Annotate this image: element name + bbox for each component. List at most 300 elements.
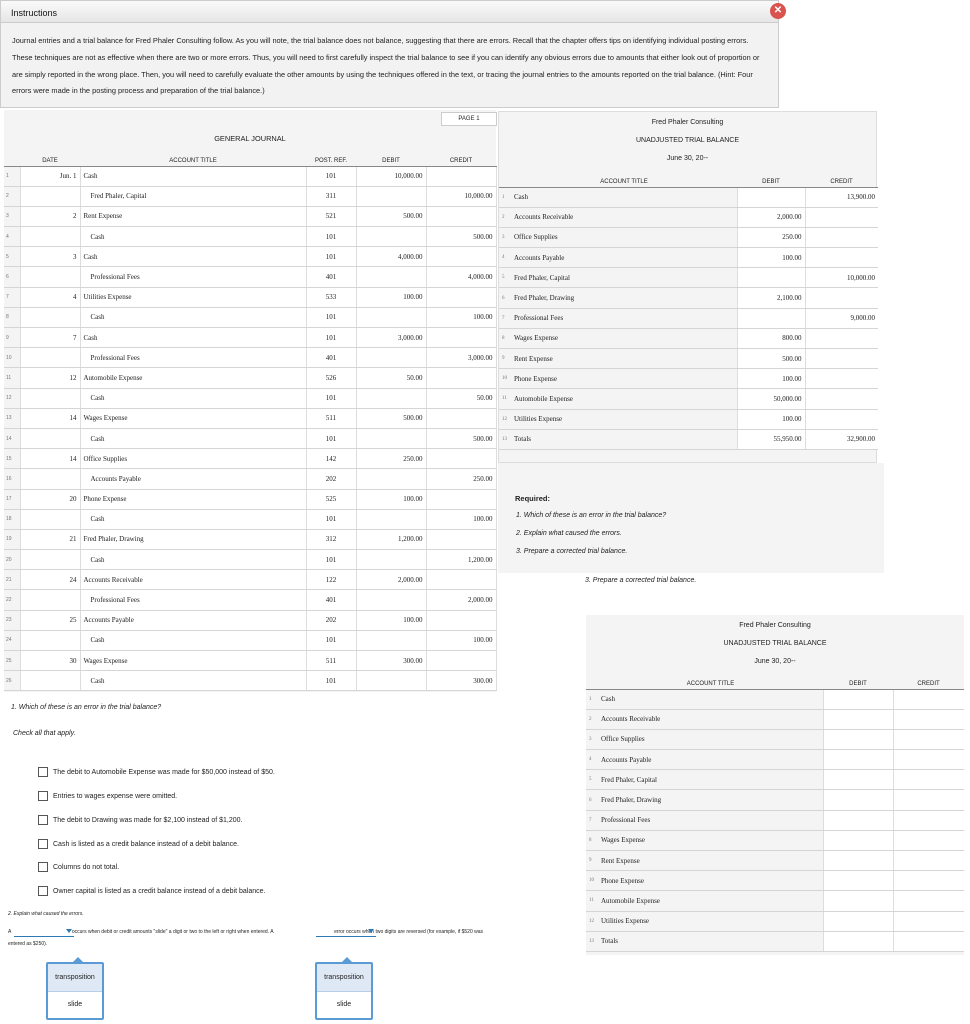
tb-account-cell: Office Supplies xyxy=(511,227,737,247)
tb-credit-cell xyxy=(805,207,878,227)
journal-ref-cell[interactable]: 533 xyxy=(306,287,356,307)
tb-row xyxy=(499,187,878,207)
ctb-row xyxy=(586,709,964,729)
journal-date-cell[interactable] xyxy=(20,388,80,408)
journal-credit-cell[interactable] xyxy=(426,287,496,307)
required-title: Required: xyxy=(515,494,551,503)
ctb-credit-input[interactable] xyxy=(893,830,964,850)
journal-credit-cell[interactable] xyxy=(426,651,496,671)
tb-row xyxy=(499,288,878,308)
checkbox[interactable] xyxy=(38,767,48,777)
line-number: 25 xyxy=(4,651,20,671)
ctb-credit-input[interactable] xyxy=(893,770,964,790)
ctb-account-cell: Phone Expense xyxy=(598,871,823,891)
dropdown-option-transposition[interactable]: transposition xyxy=(317,964,371,992)
tb-credit-cell xyxy=(805,389,878,409)
tb-debit-cell: 250.00 xyxy=(737,227,805,247)
tb-row xyxy=(499,207,878,227)
journal-account-cell[interactable]: Professional Fees xyxy=(80,267,306,287)
line-number: 5 xyxy=(586,770,598,790)
journal-debit-cell[interactable] xyxy=(356,267,426,287)
journal-account-cell[interactable]: Accounts Receivable xyxy=(80,570,306,590)
journal-ref-cell[interactable]: 312 xyxy=(306,529,356,549)
journal-row xyxy=(4,166,496,186)
journal-account-cell[interactable]: Utilities Expense xyxy=(80,287,306,307)
tb-debit-cell: 100.00 xyxy=(737,409,805,429)
journal-date-cell[interactable]: 4 xyxy=(20,287,80,307)
journal-debit-cell[interactable]: 100.00 xyxy=(356,287,426,307)
journal-debit-cell[interactable] xyxy=(356,671,426,691)
line-number: 14 xyxy=(4,428,20,448)
tb-account-cell: Professional Fees xyxy=(511,308,737,328)
ctb-debit-input[interactable] xyxy=(823,709,893,729)
journal-account-cell[interactable]: Office Supplies xyxy=(80,449,306,469)
line-number: 6 xyxy=(4,267,20,287)
tb-credit-cell xyxy=(805,349,878,369)
tb-company: Fred Phaler Consulting xyxy=(651,119,724,126)
line-number: 7 xyxy=(586,810,598,830)
journal-account-cell[interactable]: Cash xyxy=(80,671,306,691)
line-number: 1 xyxy=(586,689,598,709)
journal-date-cell[interactable] xyxy=(20,550,80,570)
ctb-row xyxy=(586,931,964,951)
journal-account-cell[interactable]: Accounts Payable xyxy=(80,610,306,630)
journal-account-cell[interactable]: Cash xyxy=(80,227,306,247)
header-ln xyxy=(4,156,20,166)
journal-account-cell[interactable]: Fred Phaler, Drawing xyxy=(80,529,306,549)
journal-account-cell[interactable]: Cash xyxy=(80,328,306,348)
journal-row xyxy=(4,651,496,671)
journal-credit-cell[interactable]: 3,000.00 xyxy=(426,348,496,368)
journal-ref-cell[interactable]: 511 xyxy=(306,651,356,671)
journal-ref-cell[interactable]: 101 xyxy=(306,428,356,448)
journal-credit-cell[interactable]: 4,000.00 xyxy=(426,267,496,287)
line-number: 9 xyxy=(586,851,598,871)
chevron-down-icon xyxy=(66,929,72,933)
journal-ref-cell[interactable]: 521 xyxy=(306,206,356,226)
journal-row xyxy=(4,186,496,206)
journal-date-cell[interactable] xyxy=(20,428,80,448)
journal-date-cell[interactable]: 20 xyxy=(20,489,80,509)
tb-debit-cell: 800.00 xyxy=(737,328,805,348)
dropdown-pointer-icon xyxy=(72,957,84,963)
question1-option[interactable] xyxy=(38,862,119,872)
tb-debit-cell: 55,950.00 xyxy=(737,429,805,449)
tb-debit-cell: 2,000.00 xyxy=(737,207,805,227)
journal-credit-cell[interactable] xyxy=(426,449,496,469)
journal-debit-cell[interactable]: 1,200.00 xyxy=(356,529,426,549)
journal-ref-cell[interactable]: 101 xyxy=(306,307,356,327)
checkbox[interactable] xyxy=(38,815,48,825)
checkbox[interactable] xyxy=(38,886,48,896)
journal-date-cell[interactable] xyxy=(20,267,80,287)
journal-credit-cell[interactable]: 2,000.00 xyxy=(426,590,496,610)
tb-credit-cell: 9,000.00 xyxy=(805,308,878,328)
journal-date-cell[interactable]: 24 xyxy=(20,570,80,590)
journal-credit-cell[interactable] xyxy=(426,408,496,428)
question1-option[interactable] xyxy=(38,839,239,849)
journal-ref-cell[interactable]: 122 xyxy=(306,570,356,590)
trial-balance xyxy=(498,111,877,463)
line-number: 18 xyxy=(4,509,20,529)
journal-row xyxy=(4,509,496,529)
journal-row xyxy=(4,227,496,247)
journal-date-cell[interactable]: 14 xyxy=(20,408,80,428)
journal-ref-cell[interactable]: 101 xyxy=(306,388,356,408)
journal-credit-cell[interactable] xyxy=(426,206,496,226)
journal-row xyxy=(4,206,496,226)
ctb-debit-input[interactable] xyxy=(823,790,893,810)
journal-account-cell[interactable]: Cash xyxy=(80,509,306,529)
journal-row xyxy=(4,368,496,388)
journal-credit-cell[interactable] xyxy=(426,489,496,509)
journal-date-cell[interactable] xyxy=(20,227,80,247)
line-number: 11 xyxy=(4,368,20,388)
journal-debit-cell[interactable]: 4,000.00 xyxy=(356,247,426,267)
instructions-panel xyxy=(0,0,783,108)
ctb-row xyxy=(586,790,964,810)
journal-account-cell[interactable]: Cash xyxy=(80,428,306,448)
journal-account-cell[interactable]: Automobile Expense xyxy=(80,368,306,388)
line-number: 2 xyxy=(586,709,598,729)
checkbox[interactable] xyxy=(38,862,48,872)
journal-ref-cell[interactable]: 101 xyxy=(306,328,356,348)
journal-debit-cell[interactable] xyxy=(356,388,426,408)
ctb-account-cell: Cash xyxy=(598,689,823,709)
ctb-row xyxy=(586,830,964,850)
tb-header-debit: DEBIT xyxy=(737,177,805,187)
journal-debit-cell[interactable] xyxy=(356,469,426,489)
journal-row xyxy=(4,570,496,590)
tb-debit-cell: 100.00 xyxy=(737,248,805,268)
journal-account-cell[interactable]: Cash xyxy=(80,388,306,408)
line-number: 12 xyxy=(4,388,20,408)
chevron-down-icon xyxy=(368,929,374,933)
journal-date-cell[interactable] xyxy=(20,630,80,650)
journal-debit-cell[interactable]: 300.00 xyxy=(356,651,426,671)
ctb-debit-input[interactable] xyxy=(823,729,893,749)
dropdown-option-transposition[interactable]: transposition xyxy=(48,964,102,992)
journal-debit-cell[interactable]: 50.00 xyxy=(356,368,426,388)
journal-date-cell[interactable] xyxy=(20,348,80,368)
journal-credit-cell[interactable] xyxy=(426,368,496,388)
journal-ref-cell[interactable]: 101 xyxy=(306,550,356,570)
journal-account-cell[interactable]: Cash xyxy=(80,630,306,650)
journal-debit-cell[interactable] xyxy=(356,348,426,368)
journal-account-cell[interactable]: Cash xyxy=(80,307,306,327)
journal-date-cell[interactable]: 14 xyxy=(20,449,80,469)
tb-credit-cell: 10,000.00 xyxy=(805,268,878,288)
line-number: 10 xyxy=(586,871,598,891)
line-number: 9 xyxy=(4,328,20,348)
journal-row xyxy=(4,489,496,509)
ctb-row xyxy=(586,871,964,891)
ctb-credit-input[interactable] xyxy=(893,750,964,770)
journal-date-cell[interactable]: 12 xyxy=(20,368,80,388)
journal-account-cell[interactable]: Wages Expense xyxy=(80,651,306,671)
dropdown-pointer-icon xyxy=(341,957,353,963)
journal-date-cell[interactable]: 21 xyxy=(20,529,80,549)
tb-account-cell: Wages Expense xyxy=(511,328,737,348)
journal-debit-cell[interactable]: 3,000.00 xyxy=(356,328,426,348)
journal-debit-cell[interactable]: 500.00 xyxy=(356,206,426,226)
line-number: 5 xyxy=(499,268,511,288)
ctb-credit-input[interactable] xyxy=(893,891,964,911)
journal-credit-cell[interactable]: 500.00 xyxy=(426,428,496,448)
line-number: 19 xyxy=(4,529,20,549)
journal-ref-cell[interactable]: 401 xyxy=(306,348,356,368)
ctb-debit-input[interactable] xyxy=(823,830,893,850)
line-number: 10 xyxy=(499,369,511,389)
journal-account-cell[interactable]: Cash xyxy=(80,166,306,186)
journal-ref-cell[interactable]: 202 xyxy=(306,469,356,489)
tb-row xyxy=(499,369,878,389)
ctb-credit-input[interactable] xyxy=(893,931,964,951)
journal-account-cell[interactable]: Professional Fees xyxy=(80,590,306,610)
journal-date-cell[interactable] xyxy=(20,590,80,610)
option-label: Entries to wages expense were omitted. xyxy=(53,792,178,800)
ctb-debit-input[interactable] xyxy=(823,750,893,770)
ctb-credit-input[interactable] xyxy=(893,729,964,749)
tb-debit-cell: 50,000.00 xyxy=(737,389,805,409)
journal-credit-cell[interactable] xyxy=(426,570,496,590)
journal-date-cell[interactable] xyxy=(20,509,80,529)
journal-ref-cell[interactable]: 202 xyxy=(306,610,356,630)
journal-title: GENERAL JOURNAL xyxy=(214,134,286,143)
journal-credit-cell[interactable] xyxy=(426,166,496,186)
journal-ref-cell[interactable]: 511 xyxy=(306,408,356,428)
journal-debit-cell[interactable] xyxy=(356,509,426,529)
ctb-debit-input[interactable] xyxy=(823,810,893,830)
journal-debit-cell[interactable] xyxy=(356,550,426,570)
journal-date-cell[interactable]: 7 xyxy=(20,328,80,348)
journal-debit-cell[interactable]: 500.00 xyxy=(356,408,426,428)
journal-credit-cell[interactable] xyxy=(426,328,496,348)
journal-debit-cell[interactable]: 100.00 xyxy=(356,489,426,509)
ctb-credit-input[interactable] xyxy=(893,689,964,709)
tb-debit-cell: 500.00 xyxy=(737,349,805,369)
ctb-row xyxy=(586,911,964,931)
journal-date-cell[interactable] xyxy=(20,469,80,489)
journal-date-cell[interactable]: 3 xyxy=(20,247,80,267)
journal-table xyxy=(4,156,497,691)
ctb-account-cell: Office Supplies xyxy=(598,729,823,749)
journal-account-cell[interactable]: Accounts Payable xyxy=(80,469,306,489)
journal-row xyxy=(4,348,496,368)
dropdown-menu-1 xyxy=(46,962,104,1020)
journal-account-cell[interactable]: Rent Expense xyxy=(80,206,306,226)
ctb-debit-input[interactable] xyxy=(823,851,893,871)
ctb-credit-input[interactable] xyxy=(893,790,964,810)
journal-row xyxy=(4,388,496,408)
tb-credit-cell xyxy=(805,328,878,348)
journal-row xyxy=(4,428,496,448)
line-number: 3 xyxy=(499,227,511,247)
header-account: ACCOUNT TITLE xyxy=(80,156,306,166)
line-number: 13 xyxy=(4,408,20,428)
journal-credit-cell[interactable]: 500.00 xyxy=(426,227,496,247)
dropdown-select-2[interactable] xyxy=(316,928,376,937)
ctb-credit-input[interactable] xyxy=(893,911,964,931)
tb-account-cell: Phone Expense xyxy=(511,369,737,389)
journal-row xyxy=(4,590,496,610)
q2-middle: occurs when debit or credit amounts "slide" a digit or two to the left or right when entered. A xyxy=(71,929,274,935)
tb-row xyxy=(499,308,878,328)
journal-ref-cell[interactable]: 526 xyxy=(306,368,356,388)
journal-account-cell[interactable]: Cash xyxy=(80,550,306,570)
journal-date-cell[interactable] xyxy=(20,186,80,206)
option-label: Owner capital is listed as a credit balance instead of a debit balance. xyxy=(53,887,266,895)
journal-ref-cell[interactable]: 525 xyxy=(306,489,356,509)
journal-debit-cell[interactable] xyxy=(356,590,426,610)
ctb-credit-input[interactable] xyxy=(893,709,964,729)
line-number: 7 xyxy=(4,287,20,307)
journal-row xyxy=(4,328,496,348)
tb-row xyxy=(499,429,878,449)
journal-debit-cell[interactable] xyxy=(356,307,426,327)
tb-credit-cell: 13,900.00 xyxy=(805,187,878,207)
journal-debit-cell[interactable] xyxy=(356,186,426,206)
journal-date-cell[interactable]: Jun. 1 xyxy=(20,166,80,186)
journal-credit-cell[interactable]: 50.00 xyxy=(426,388,496,408)
dropdown-menu-2 xyxy=(315,962,373,1020)
journal-ref-cell[interactable]: 101 xyxy=(306,166,356,186)
ctb-title: UNADJUSTED TRIAL BALANCE xyxy=(723,640,827,647)
journal-debit-cell[interactable]: 100.00 xyxy=(356,610,426,630)
journal-ref-cell[interactable]: 101 xyxy=(306,247,356,267)
checkbox[interactable] xyxy=(38,839,48,849)
question1-option[interactable] xyxy=(38,886,265,896)
line-number: 4 xyxy=(499,248,511,268)
header-debit: DEBIT xyxy=(356,156,426,166)
journal-ref-cell[interactable]: 101 xyxy=(306,671,356,691)
journal-date-cell[interactable]: 30 xyxy=(20,651,80,671)
tb-credit-cell: 32,900.00 xyxy=(805,429,878,449)
ctb-row xyxy=(586,689,964,709)
ctb-table xyxy=(586,679,964,952)
q2-suffix: error occurs when two digits are reversed (for example, if $520 was xyxy=(334,929,484,935)
journal-row xyxy=(4,671,496,691)
ctb-credit-input[interactable] xyxy=(893,810,964,830)
q2-line2: entered as $250). xyxy=(8,941,48,947)
ctb-credit-input[interactable] xyxy=(893,871,964,891)
journal-credit-cell[interactable]: 100.00 xyxy=(426,630,496,650)
journal-debit-cell[interactable]: 10,000.00 xyxy=(356,166,426,186)
question1-prompt: 1. Which of these is an error in the trial balance? xyxy=(11,704,162,711)
question1-option[interactable] xyxy=(38,791,177,801)
question1-option[interactable] xyxy=(38,815,243,825)
line-number: 11 xyxy=(586,891,598,911)
tb-title: UNADJUSTED TRIAL BALANCE xyxy=(635,137,740,144)
journal-credit-cell[interactable] xyxy=(426,610,496,630)
question1-option[interactable] xyxy=(38,767,275,777)
ctb-debit-input[interactable] xyxy=(823,770,893,790)
ctb-debit-input[interactable] xyxy=(823,689,893,709)
line-number: 4 xyxy=(4,227,20,247)
ctb-row xyxy=(586,851,964,871)
option-label: Cash is listed as a credit balance instead of a debit balance. xyxy=(53,840,240,848)
option-label: The debit to Drawing was made for $2,100 instead of $1,200. xyxy=(53,816,243,824)
journal-ref-cell[interactable]: 101 xyxy=(306,227,356,247)
journal-account-cell[interactable]: Wages Expense xyxy=(80,408,306,428)
ctb-debit-input[interactable] xyxy=(823,891,893,911)
line-number: 17 xyxy=(4,489,20,509)
ctb-account-cell: Totals xyxy=(598,931,823,951)
line-number: 13 xyxy=(586,931,598,951)
close-icon[interactable]: ✕ xyxy=(770,3,786,19)
journal-account-cell[interactable]: Phone Expense xyxy=(80,489,306,509)
journal-debit-cell[interactable]: 2,000.00 xyxy=(356,570,426,590)
tb-debit-cell xyxy=(737,187,805,207)
journal-ref-cell[interactable]: 311 xyxy=(306,186,356,206)
dropdown-option-slide[interactable]: slide xyxy=(336,1001,352,1008)
ctb-account-cell: Accounts Payable xyxy=(598,750,823,770)
tb-row xyxy=(499,349,878,369)
header-credit: CREDIT xyxy=(426,156,496,166)
tb-row xyxy=(499,268,878,288)
required-item: 3. Prepare a corrected trial balance. xyxy=(516,548,628,555)
journal-ref-cell[interactable]: 401 xyxy=(306,267,356,287)
journal-credit-cell[interactable] xyxy=(426,529,496,549)
ctb-debit-input[interactable] xyxy=(823,911,893,931)
ctb-header-debit: DEBIT xyxy=(823,679,893,689)
line-number: 2 xyxy=(499,207,511,227)
journal-credit-cell[interactable]: 250.00 xyxy=(426,469,496,489)
line-number: 3 xyxy=(4,206,20,226)
line-number: 4 xyxy=(586,750,598,770)
line-number: 11 xyxy=(499,389,511,409)
ctb-debit-input[interactable] xyxy=(823,931,893,951)
tb-credit-cell xyxy=(805,227,878,247)
journal-row xyxy=(4,287,496,307)
journal-debit-cell[interactable]: 250.00 xyxy=(356,449,426,469)
line-number: 2 xyxy=(4,186,20,206)
ctb-row xyxy=(586,770,964,790)
journal-date-cell[interactable] xyxy=(20,671,80,691)
journal-debit-cell[interactable] xyxy=(356,630,426,650)
journal-credit-cell[interactable]: 100.00 xyxy=(426,509,496,529)
journal-credit-cell[interactable] xyxy=(426,247,496,267)
journal-debit-cell[interactable] xyxy=(356,227,426,247)
ctb-row xyxy=(586,891,964,911)
journal-credit-cell[interactable]: 10,000.00 xyxy=(426,186,496,206)
journal-ref-cell[interactable]: 401 xyxy=(306,590,356,610)
journal-date-cell[interactable] xyxy=(20,307,80,327)
part3-label: 3. Prepare a corrected trial balance. xyxy=(585,577,697,584)
journal-ref-cell[interactable]: 101 xyxy=(306,509,356,529)
journal-ref-cell[interactable]: 142 xyxy=(306,449,356,469)
journal-account-cell[interactable]: Cash xyxy=(80,247,306,267)
journal-ref-cell[interactable]: 101 xyxy=(306,630,356,650)
ctb-credit-input[interactable] xyxy=(893,851,964,871)
required-item: 1. Which of these is an error in the trial balance? xyxy=(516,512,667,519)
journal-debit-cell[interactable] xyxy=(356,428,426,448)
journal-credit-cell[interactable]: 1,200.00 xyxy=(426,550,496,570)
ctb-debit-input[interactable] xyxy=(823,871,893,891)
journal-credit-cell[interactable]: 100.00 xyxy=(426,307,496,327)
dropdown-select-1[interactable] xyxy=(14,928,74,937)
journal-date-cell[interactable]: 2 xyxy=(20,206,80,226)
tb-account-cell: Automobile Expense xyxy=(511,389,737,409)
journal-date-cell[interactable]: 25 xyxy=(20,610,80,630)
checkbox[interactable] xyxy=(38,791,48,801)
journal-account-cell[interactable]: Professional Fees xyxy=(80,348,306,368)
tb-credit-cell xyxy=(805,288,878,308)
journal-credit-cell[interactable]: 300.00 xyxy=(426,671,496,691)
dropdown-option-slide[interactable]: slide xyxy=(67,1001,83,1008)
tb-debit-cell xyxy=(737,268,805,288)
journal-account-cell[interactable]: Fred Phaler, Capital xyxy=(80,186,306,206)
